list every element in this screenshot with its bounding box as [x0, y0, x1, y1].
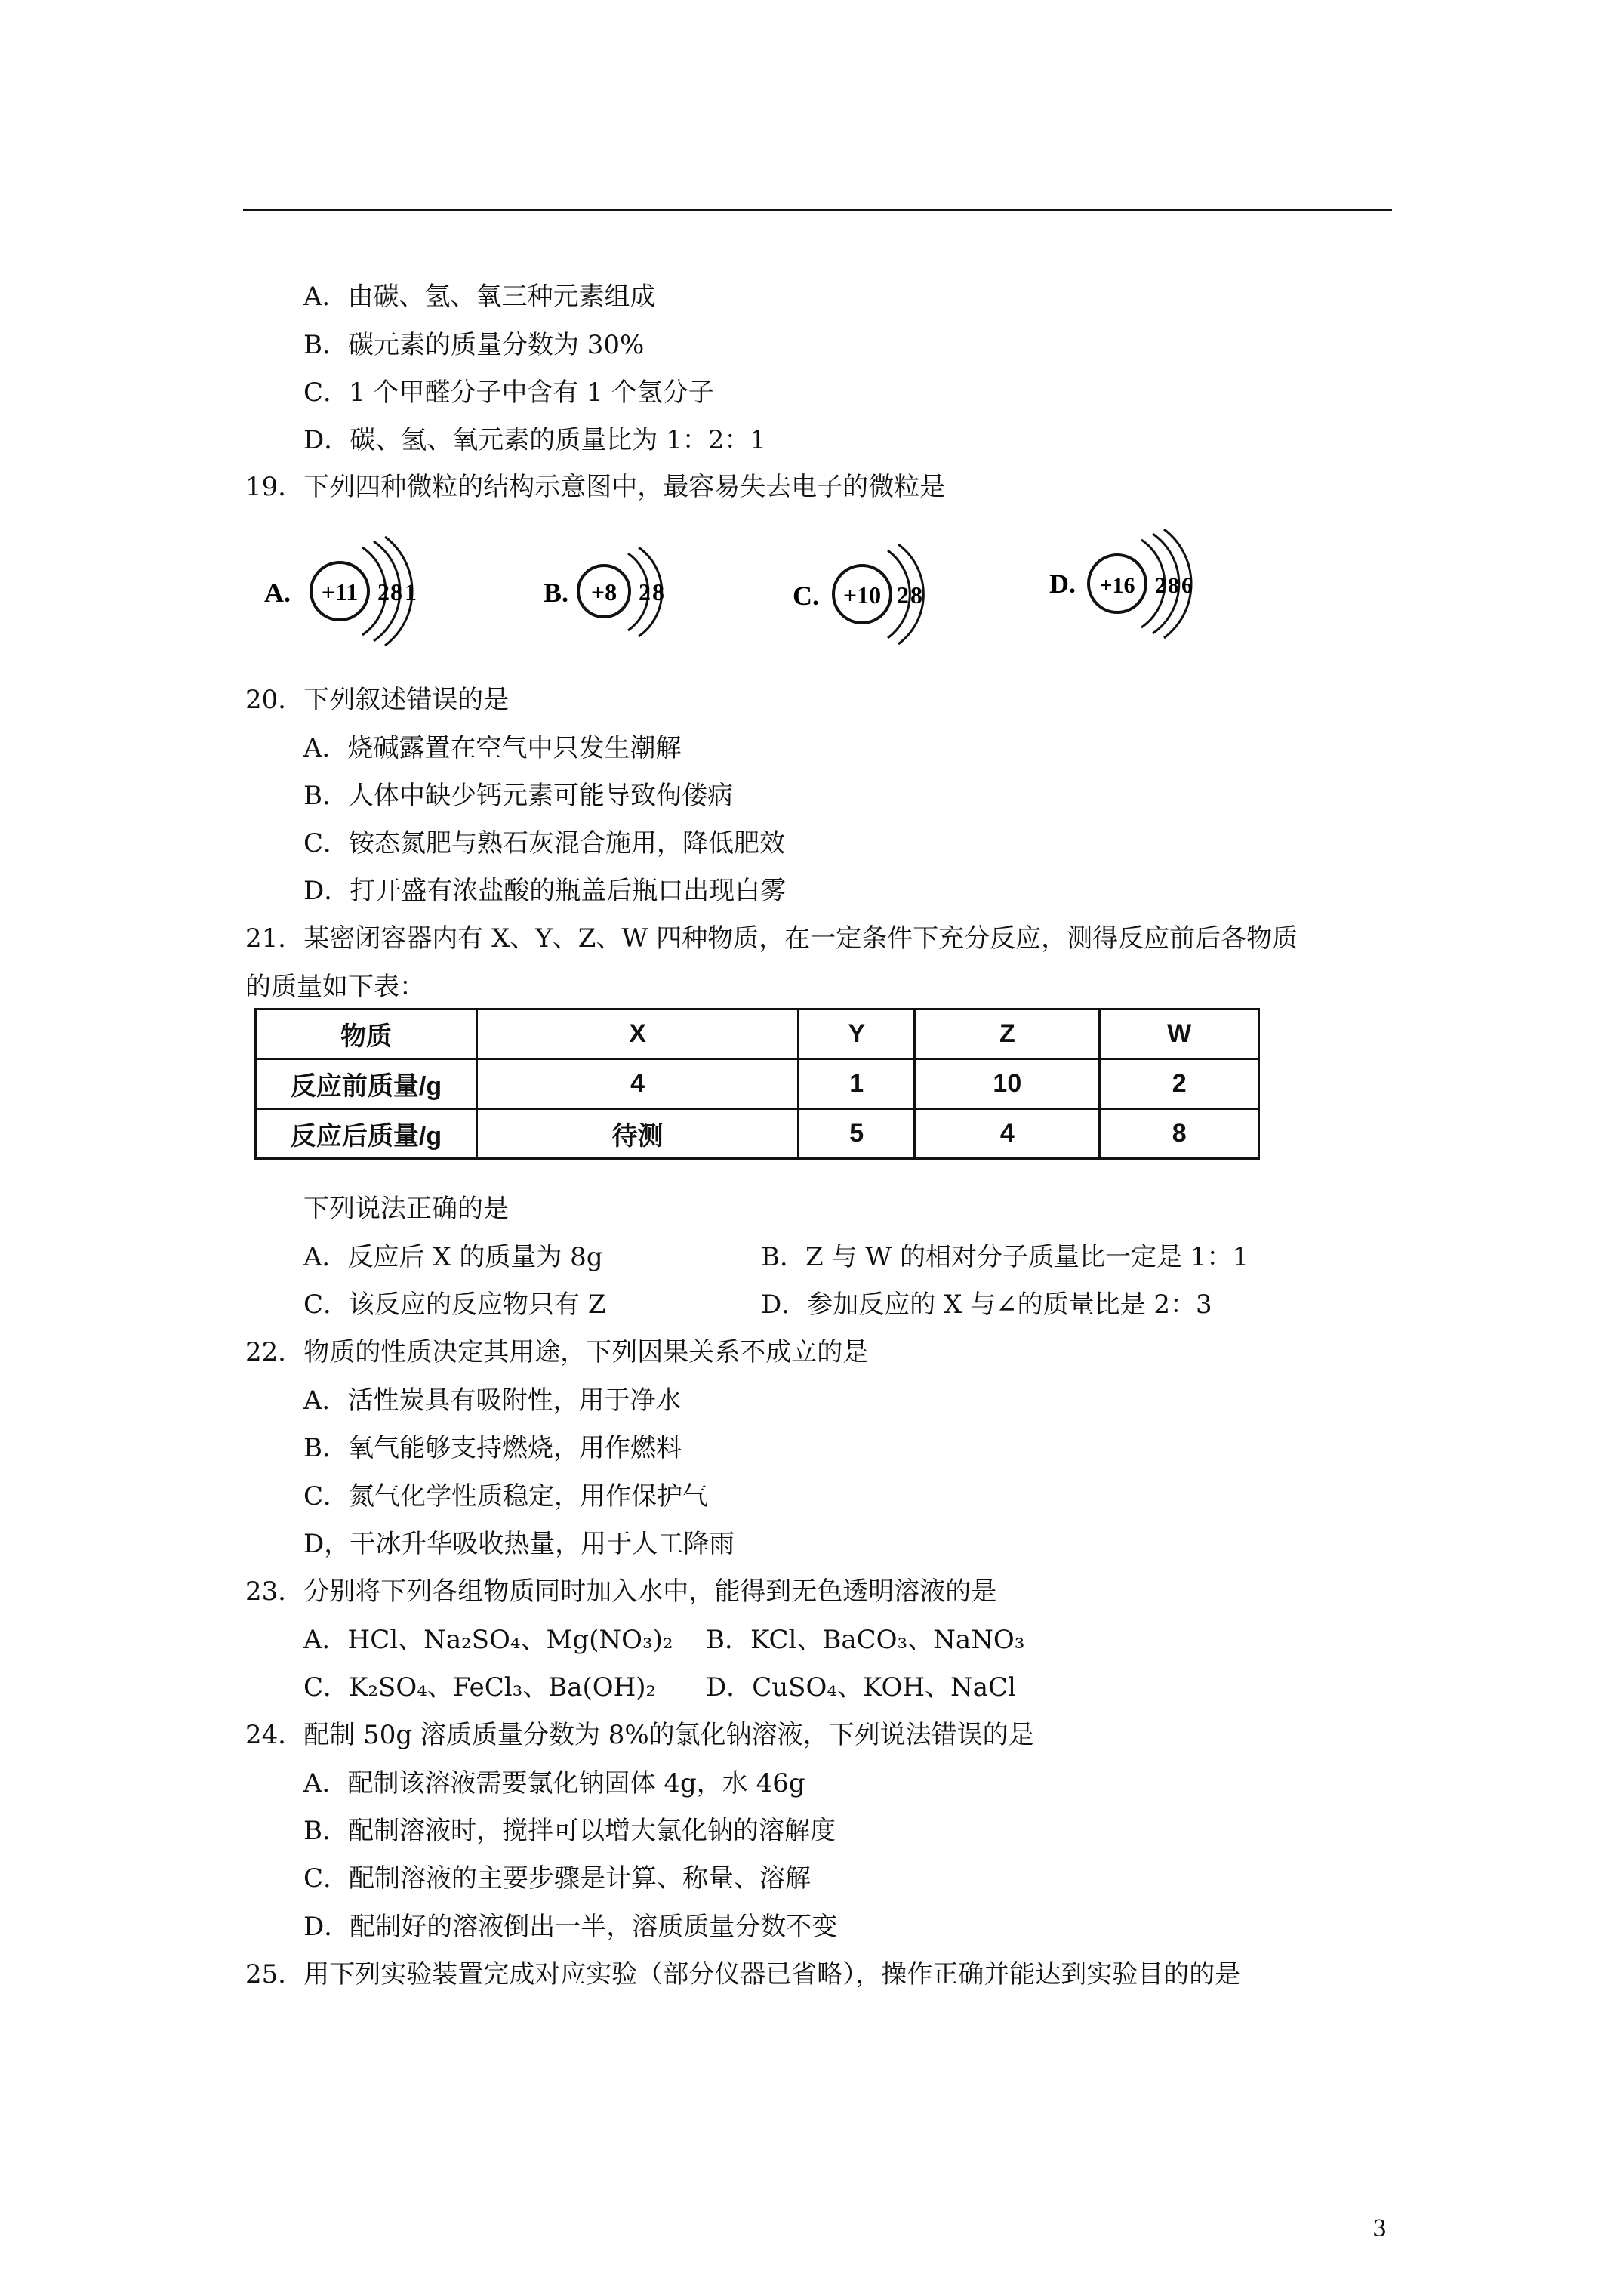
atom-b-shell-1: 2: [639, 578, 651, 606]
atom-d-shell-2: 8: [1168, 573, 1179, 598]
q20-option-c: C．铵态氮肥与熟石灰混合施用，降低肥效: [303, 828, 786, 858]
table-cell: 反应后质量/g: [256, 1109, 477, 1159]
atom-b-nucleus: +8: [590, 578, 617, 606]
q25-stem: 25．用下列实验装置完成对应实验（部分仪器已省略），操作正确并能达到实验目的的是: [245, 1959, 1241, 1989]
table-cell: 1: [799, 1059, 915, 1109]
q23-option-c: C．K₂SO₄、FeCl₃、Ba(OH)₂: [303, 1672, 657, 1703]
atom-c-nucleus: +10: [842, 581, 882, 609]
page-number: 3: [1372, 2216, 1387, 2242]
q20-option-a: A．烧碱露置在空气中只发生潮解: [303, 733, 682, 763]
table-cell: 8: [1100, 1109, 1259, 1159]
atom-structure-diagrams: [249, 517, 1306, 653]
q18-option-c: C．1 个甲醛分子中含有 1 个氢分子: [303, 378, 714, 408]
q23-option-d: D．CuSO₄、KOH、NaCl: [706, 1672, 1016, 1703]
atom-d-shell-3: 6: [1181, 573, 1193, 598]
q18-option-b: B．碳元素的质量分数为 30%: [303, 330, 645, 360]
table-cell: 4: [477, 1059, 799, 1109]
q24-option-b: B．配制溶液时，搅拌可以增大氯化钠的溶解度: [303, 1816, 836, 1846]
table-header-cell: 物质: [256, 1009, 477, 1059]
atom-d-nucleus: +16: [1099, 573, 1135, 598]
header-rule: [243, 209, 1392, 211]
table-header-row: [256, 1009, 1259, 1059]
q23-stem: 23．分别将下列各组物质同时加入水中，能得到无色透明溶液的是: [245, 1576, 997, 1607]
q23-option-b: B．KCl、BaCO₃、NaNO₃: [706, 1625, 1025, 1655]
table-cell: 5: [799, 1109, 915, 1159]
atom-a-shell-1: 2: [377, 578, 390, 606]
atom-c-shell-2: 8: [910, 581, 922, 609]
atom-b-label: B.: [544, 578, 569, 608]
table-row: [256, 1059, 1259, 1109]
table-header-cell: Y: [799, 1009, 915, 1059]
atom-c-shell-1: 2: [897, 581, 909, 609]
atom-a-label: A.: [264, 578, 291, 608]
q24-option-d: D．配制好的溶液倒出一半，溶质质量分数不变: [303, 1912, 838, 1942]
q21-prompt: 下列说法正确的是: [303, 1194, 509, 1224]
q22-option-c: C．氮气化学性质稳定，用作保护气: [303, 1481, 709, 1512]
q24-option-c: C．配制溶液的主要步骤是计算、称量、溶解: [303, 1863, 812, 1894]
table-cell: 4: [915, 1109, 1100, 1159]
q22-option-b: B．氧气能够支持燃烧，用作燃料: [303, 1433, 682, 1463]
atom-b-shell-2: 8: [652, 578, 664, 606]
q21-option-b: B．Z 与 W 的相对分子质量比一定是 1：1: [761, 1242, 1249, 1272]
table-cell: 反应前质量/g: [256, 1059, 477, 1109]
q21-option-d: D．参加反应的 X 与∠的质量比是 2：3: [761, 1290, 1212, 1320]
q21-stem-line1: 21．某密闭容器内有 X、Y、Z、W 四种物质，在一定条件下充分反应，测得反应前后各物质: [245, 923, 1298, 954]
q24-option-a: A．配制该溶液需要氯化钠固体 4g，水 46g: [303, 1768, 805, 1798]
q21-stem-line2: 的质量如下表：: [245, 972, 425, 1002]
atom-diagram-d: [1049, 517, 1261, 653]
q20-stem: 20．下列叙述错误的是: [245, 685, 510, 715]
atom-c-label: C.: [793, 581, 819, 611]
q24-stem: 24．配制 50g 溶质质量分数为 8%的氯化钠溶液，下列说法错误的是: [245, 1720, 1034, 1750]
table-header-cell: Z: [915, 1009, 1100, 1059]
mass-table: [254, 1008, 1260, 1160]
q21-option-a: A．反应后 X 的质量为 8g: [303, 1242, 603, 1272]
q22-stem: 22．物质的性质决定其用途，下列因果关系不成立的是: [245, 1337, 869, 1367]
atom-a-shell-3: 1: [405, 578, 417, 606]
atom-d-shell-1: 2: [1155, 573, 1166, 598]
q20-option-d: D．打开盛有浓盐酸的瓶盖后瓶口出现白雾: [303, 876, 787, 906]
q18-option-a: A．由碳、氢、氧三种元素组成: [303, 282, 656, 312]
q23-option-a: A．HCl、Na₂SO₄、Mg(NO₃)₂: [303, 1625, 673, 1655]
atom-diagram-c: [793, 517, 981, 653]
table-cell: 待测: [477, 1109, 799, 1159]
q20-option-b: B．人体中缺少钙元素可能导致佝偻病: [303, 781, 733, 811]
table-header-cell: X: [477, 1009, 799, 1059]
q22-option-d: D，干冰升华吸收热量，用于人工降雨: [303, 1529, 735, 1559]
atom-a-shell-2: 8: [390, 578, 402, 606]
atom-a-nucleus: +11: [321, 578, 359, 606]
q21-option-c: C．该反应的反应物只有 Z: [303, 1290, 606, 1320]
q22-option-a: A．活性炭具有吸附性，用于净水: [303, 1385, 682, 1416]
table-header-cell: W: [1100, 1009, 1259, 1059]
table-cell: 10: [915, 1059, 1100, 1109]
table-cell: 2: [1100, 1059, 1259, 1109]
q18-option-d: D．碳、氢、氧元素的质量比为 1：2：1: [303, 425, 766, 455]
atom-diagram-a: [249, 517, 445, 653]
q19-stem: 19．下列四种微粒的结构示意图中，最容易失去电子的微粒是: [245, 472, 946, 502]
atom-d-label: D.: [1049, 569, 1076, 599]
atom-diagram-b: [544, 517, 717, 653]
table-row: [256, 1109, 1259, 1159]
